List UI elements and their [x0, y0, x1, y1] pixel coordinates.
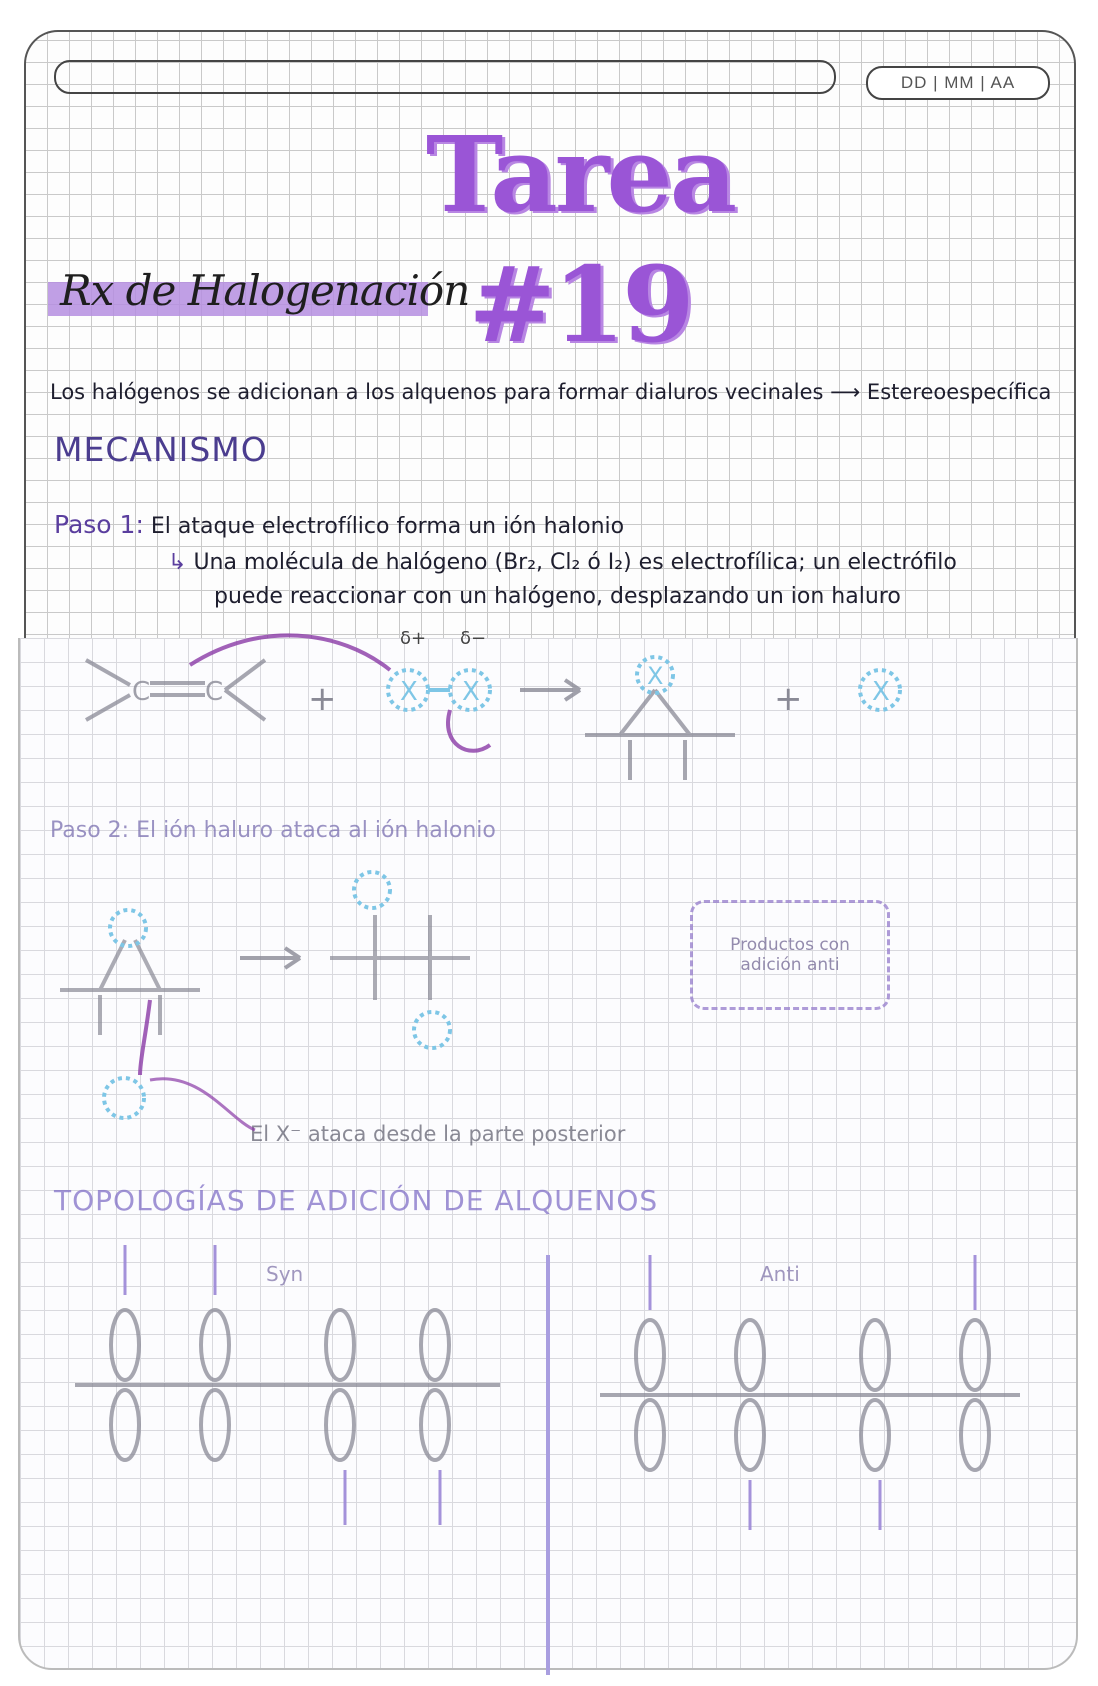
syn-orbitals — [75, 1310, 500, 1460]
topology-title: TOPOLOGÍAS DE ADICIÓN DE ALQUENOS — [54, 1184, 659, 1217]
syn-label: Syn — [266, 1262, 304, 1286]
step2-note-arrow — [150, 1079, 255, 1130]
halonium-ion — [585, 690, 735, 780]
plus-sign-2: + — [774, 679, 803, 719]
dihalide-halogen-top — [354, 872, 390, 908]
halogen-label-2: X — [462, 677, 480, 707]
halogen-label-1: X — [400, 677, 418, 707]
alkene-structure — [86, 660, 265, 720]
halonium-label: X — [647, 662, 664, 690]
step1-label: Paso 1: — [54, 510, 144, 539]
halide-label: X — [872, 677, 890, 707]
vicinal-dihalide — [330, 915, 470, 1000]
step2-attack-arrow — [140, 1000, 150, 1075]
alkene-carbon-1: C — [132, 677, 151, 707]
delta-plus: δ+ — [400, 628, 427, 649]
electron-arrow-2 — [448, 710, 490, 751]
step2-halogen-top — [110, 910, 146, 946]
mechanism-label: MECANISMO — [54, 430, 268, 469]
date-field: DD | MM | AA — [866, 66, 1050, 100]
intro-sentence: Los halógenos se adicionan a los alquenos para formar dialuros vecinales — [50, 380, 824, 404]
step1-detail-2: puede reaccionar con un halógeno, desplazando un ion haluro — [214, 584, 901, 609]
reaction-arrow-1 — [520, 680, 580, 700]
anti-attack-arrows — [650, 1255, 975, 1530]
step2-title: El ión haluro ataca al ión halonio — [136, 818, 496, 843]
step2-halonium — [60, 940, 200, 1035]
intro-arrow: ⟶ — [830, 380, 867, 404]
step1-title: El ataque electrofílico forma un ión halonio — [150, 514, 625, 539]
reaction-arrow-2 — [240, 948, 300, 968]
step1-detail-1-text: Una molécula de halógeno (Br₂, Cl₂ ó I₂) es electrofílica; un electrófilo — [193, 550, 957, 575]
step2-halide — [104, 1078, 144, 1118]
detail-arrow: ↳ — [168, 550, 194, 575]
page-title: Tarea #19 — [425, 113, 735, 366]
intro-result: Estereoespecífica — [866, 380, 1052, 404]
dihalide-halogen-bottom — [414, 1012, 450, 1048]
step2-label: Paso 2: — [50, 818, 130, 843]
anti-addition-note: Productos con adición anti — [690, 900, 890, 1010]
electron-arrow-1 — [190, 635, 390, 670]
anti-label: Anti — [760, 1262, 800, 1286]
alkene-carbon-2: C — [205, 677, 224, 707]
section-title: Rx de Halogenación — [60, 266, 470, 315]
delta-minus: δ− — [460, 628, 487, 649]
plus-sign-1: + — [308, 679, 337, 719]
backside-attack-note: El X⁻ ataca desde la parte posterior — [250, 1122, 626, 1146]
anti-orbitals — [600, 1320, 1020, 1470]
